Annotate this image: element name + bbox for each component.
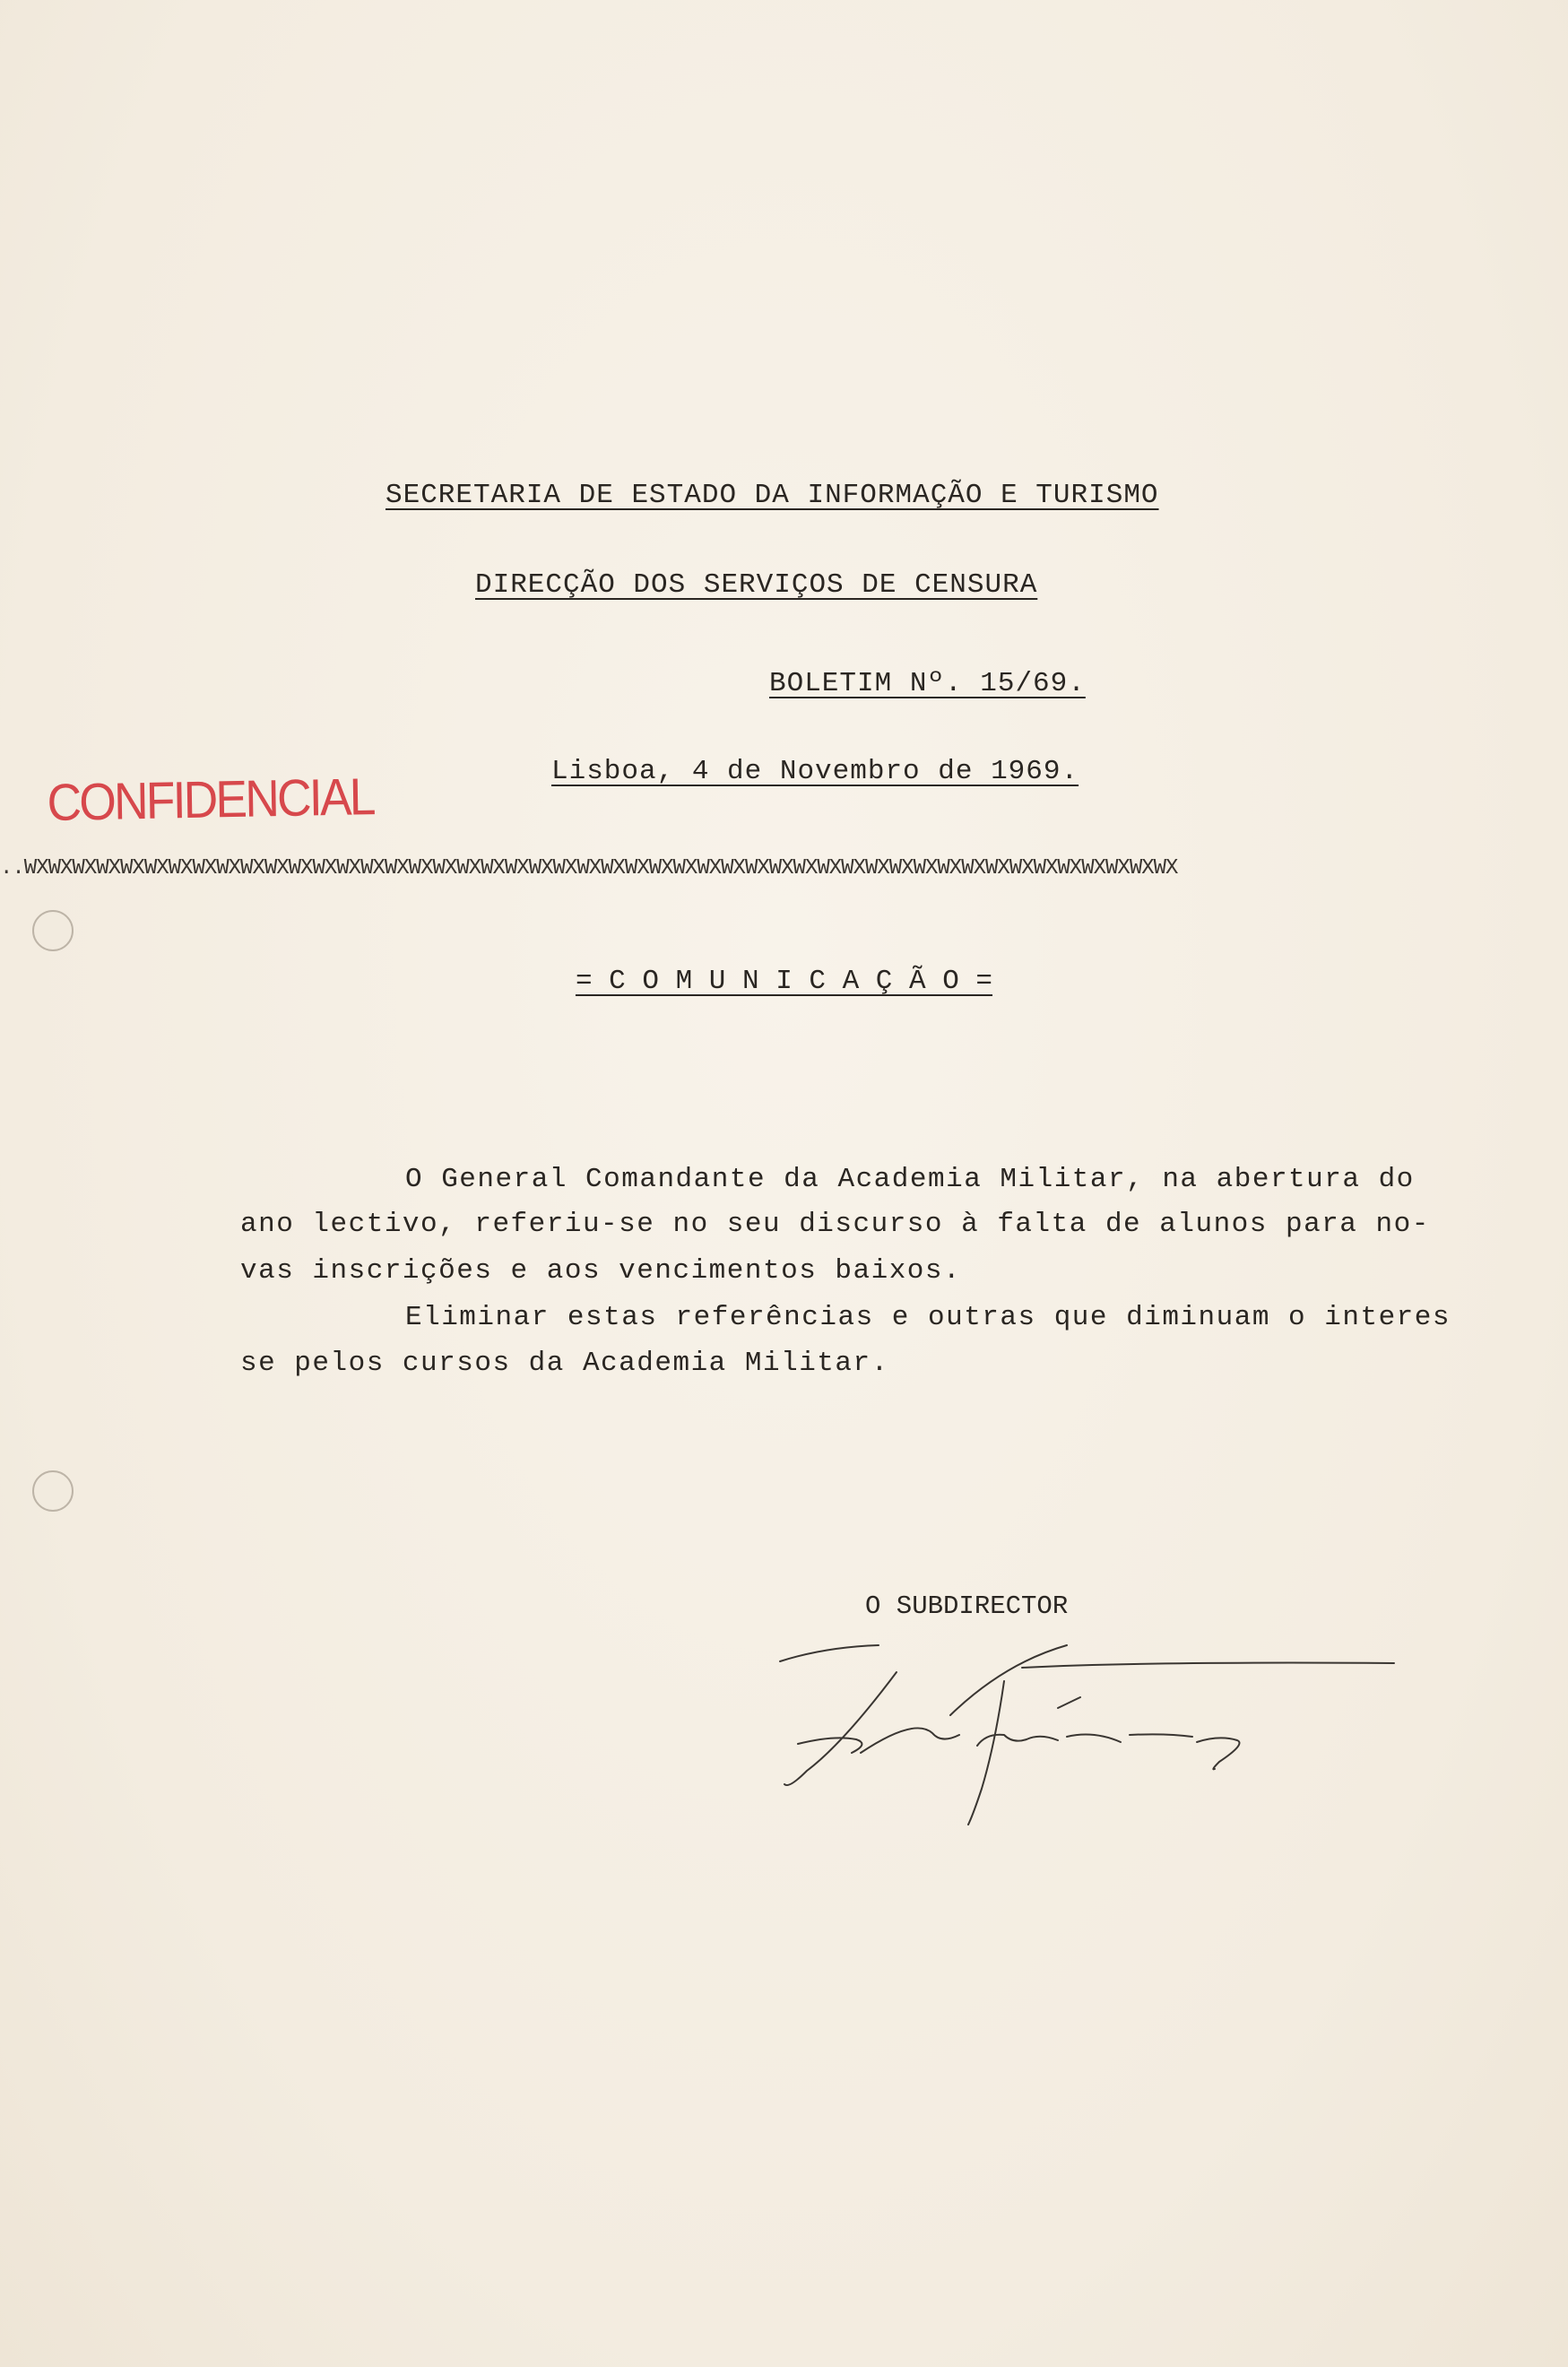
header-direccao: DIRECÇÃO DOS SERVIÇOS DE CENSURA bbox=[475, 569, 1038, 601]
bulletin-number: BOLETIM Nº. 15/69. bbox=[769, 668, 1086, 699]
body-line: ano lectivo, referiu-se no seu discurso à falta de alunos para no- bbox=[240, 1209, 1430, 1240]
place-date: Lisboa, 4 de Novembro de 1969. bbox=[551, 756, 1079, 787]
punch-hole bbox=[32, 1470, 74, 1512]
document-title: = C O M U N I C A Ç Ã O = bbox=[575, 966, 993, 997]
body-line: se pelos cursos da Academia Militar. bbox=[240, 1348, 889, 1379]
confidential-stamp: CONFIDENCIAL bbox=[47, 767, 375, 832]
header-secretaria: SECRETARIA DE ESTADO DA INFORMAÇÃO E TURISMO bbox=[386, 480, 1159, 511]
punch-hole bbox=[32, 910, 74, 951]
handwritten-signature bbox=[771, 1609, 1399, 1842]
signature-title: O SUBDIRECTOR bbox=[865, 1591, 1069, 1621]
separator-line: ..WXWXWXWXWXWXWXWXWXWXWXWXWXWXWXWXWXWXWXWXWXWXWXWXWXWXWXWXWXWXWXWXWXWXWXWXWXWXWXWXWXWXWXWXWXWXWXWX bbox=[0, 856, 1178, 880]
body-line: O General Comandante da Academia Militar, na abertura do bbox=[405, 1164, 1415, 1195]
body-line: vas inscrições e aos vencimentos baixos. bbox=[240, 1255, 962, 1287]
body-line: Eliminar estas referências e outras que diminuam o interes bbox=[405, 1302, 1451, 1333]
